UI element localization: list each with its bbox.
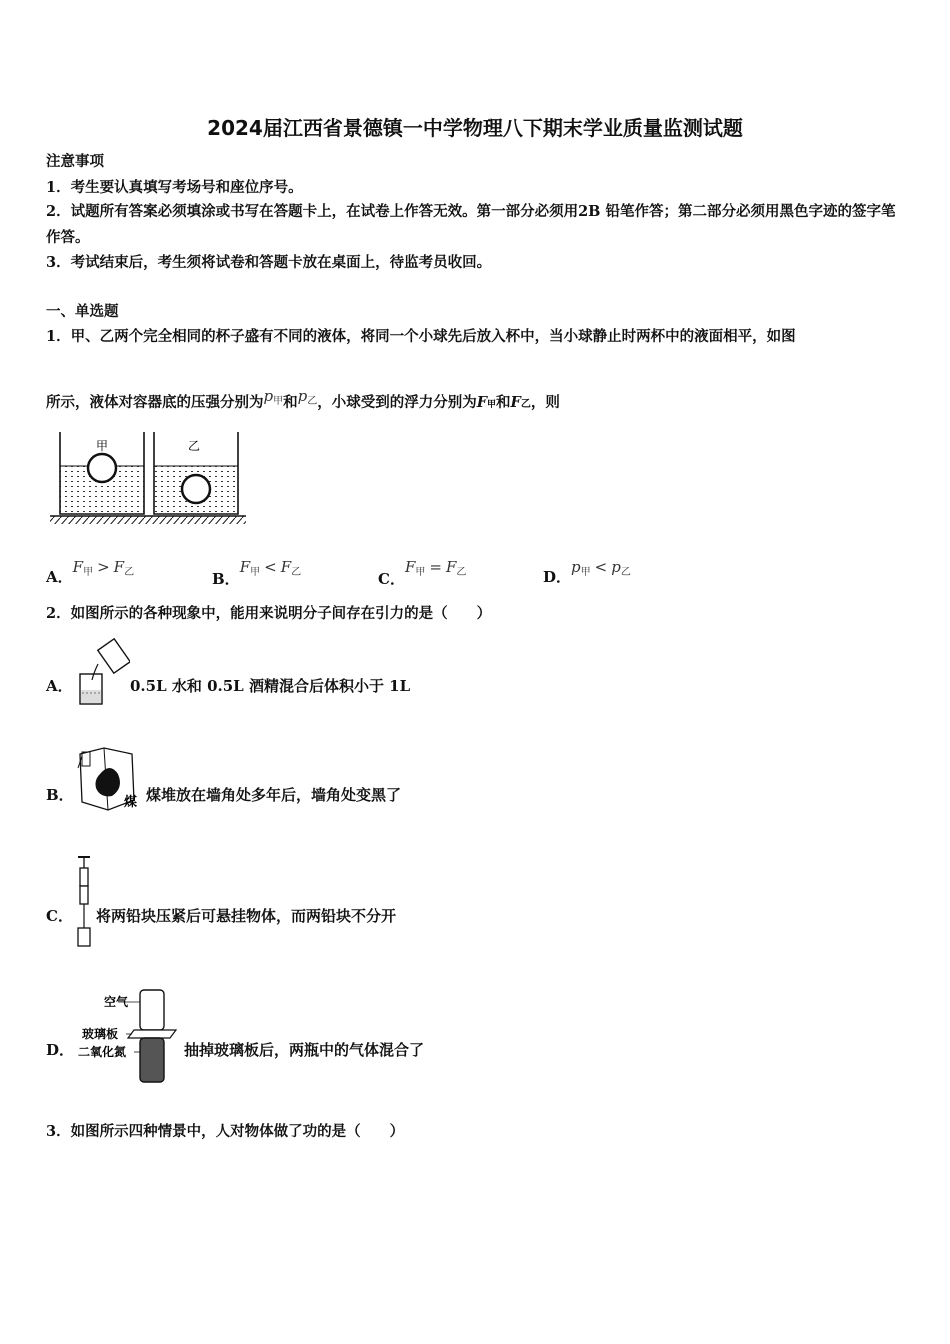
q1-option-d[interactable]: D．$p_甲 < p_乙$ — [543, 558, 631, 586]
q2-option-a-letter[interactable]: A． — [46, 677, 73, 695]
q2-option-b-text: 煤堆放在墙角处多年后，墙角处变黑了 — [146, 786, 402, 804]
cup-label-yi: 乙 — [188, 439, 201, 453]
q2-option-c-text: 将两铅块压紧后可悬挂物体，而两铅块不分开 — [96, 907, 397, 925]
p-yi-symbol: $p_乙$ — [297, 387, 318, 407]
p-jia-symbol: $p_甲$ — [263, 387, 284, 407]
q2-option-b-letter[interactable]: B． — [46, 786, 74, 804]
q1-option-a-expr: $F_甲 > F_乙$ — [72, 558, 135, 578]
q1-option-c[interactable]: C．$F_甲 = F_乙$ — [378, 558, 467, 588]
notice-item-2: 2．试题所有答案必须填涂或书写在答题卡上，在试卷上作答无效。第一部分必须用2B 铅笔作答；第二部分必须用黑色字迹的签字笔作答。 — [46, 203, 896, 246]
q1-stem-line2: 所示，液体对容器底的压强分别为$p_甲$和$p_乙$，小球受到的浮力分别为F甲和F乙，则 — [46, 387, 560, 411]
q3-stem: 3．如图所示四种情景中，人对物体做了功的是（ ） — [46, 1123, 405, 1140]
glass-plate-label: 玻璃板 — [82, 1027, 119, 1041]
q2-option-b-coal-wall-figure — [74, 744, 144, 816]
cup-label-jia: 甲 — [96, 439, 109, 453]
q2-option-c-lead-blocks-figure — [74, 854, 94, 950]
q2-option-d-gas-bottles-figure — [78, 986, 182, 1086]
coal-label: 煤 — [124, 795, 138, 810]
page-title: 2024届江西省景德镇一中学物理八下期末学业质量监测试题 — [207, 116, 743, 140]
q2-option-d-text: 抽掉玻璃板后，两瓶中的气体混合了 — [184, 1041, 425, 1059]
q1-option-a[interactable]: A．$F_甲 > F_乙$ — [46, 558, 135, 586]
q1-stem-line1: 1．甲、乙两个完全相同的杯子盛有不同的液体，将同一个小球先后放入杯中，当小球静止时两杯中的液面相平，如图 — [46, 328, 796, 345]
notice-item-1: 1．考生要认真填写考场号和座位序号。 — [46, 179, 303, 196]
notice-item-3: 3．考试结束后，考生须将试卷和答题卡放在桌面上，待监考员收回。 — [46, 254, 492, 271]
q1-option-b[interactable]: B．$F_甲 < F_乙$ — [212, 558, 302, 588]
q2-option-d-letter[interactable]: D． — [46, 1041, 75, 1059]
q2-option-c-letter[interactable]: C． — [46, 907, 73, 925]
q1-option-b-expr: $F_甲 < F_乙$ — [239, 558, 302, 578]
air-label: 空气 — [104, 995, 129, 1009]
q2-option-a-pouring-figure — [74, 638, 130, 708]
q1-option-c-expr: $F_甲 = F_乙$ — [404, 558, 467, 578]
nitrogen-dioxide-label: 二氧化氮 — [78, 1045, 127, 1059]
q1-option-d-expr: $p_甲 < p_乙$ — [571, 558, 631, 578]
notice-heading: 注意事项 — [46, 153, 104, 170]
section-heading: 一、单选题 — [46, 303, 119, 320]
q2-option-a-text: 0.5L 水和 0.5L 酒精混合后体积小于 1L — [130, 677, 411, 695]
q2-stem: 2．如图所示的各种现象中，能用来说明分子间存在引力的是（ ） — [46, 605, 492, 622]
q1-cups-figure — [46, 430, 246, 526]
